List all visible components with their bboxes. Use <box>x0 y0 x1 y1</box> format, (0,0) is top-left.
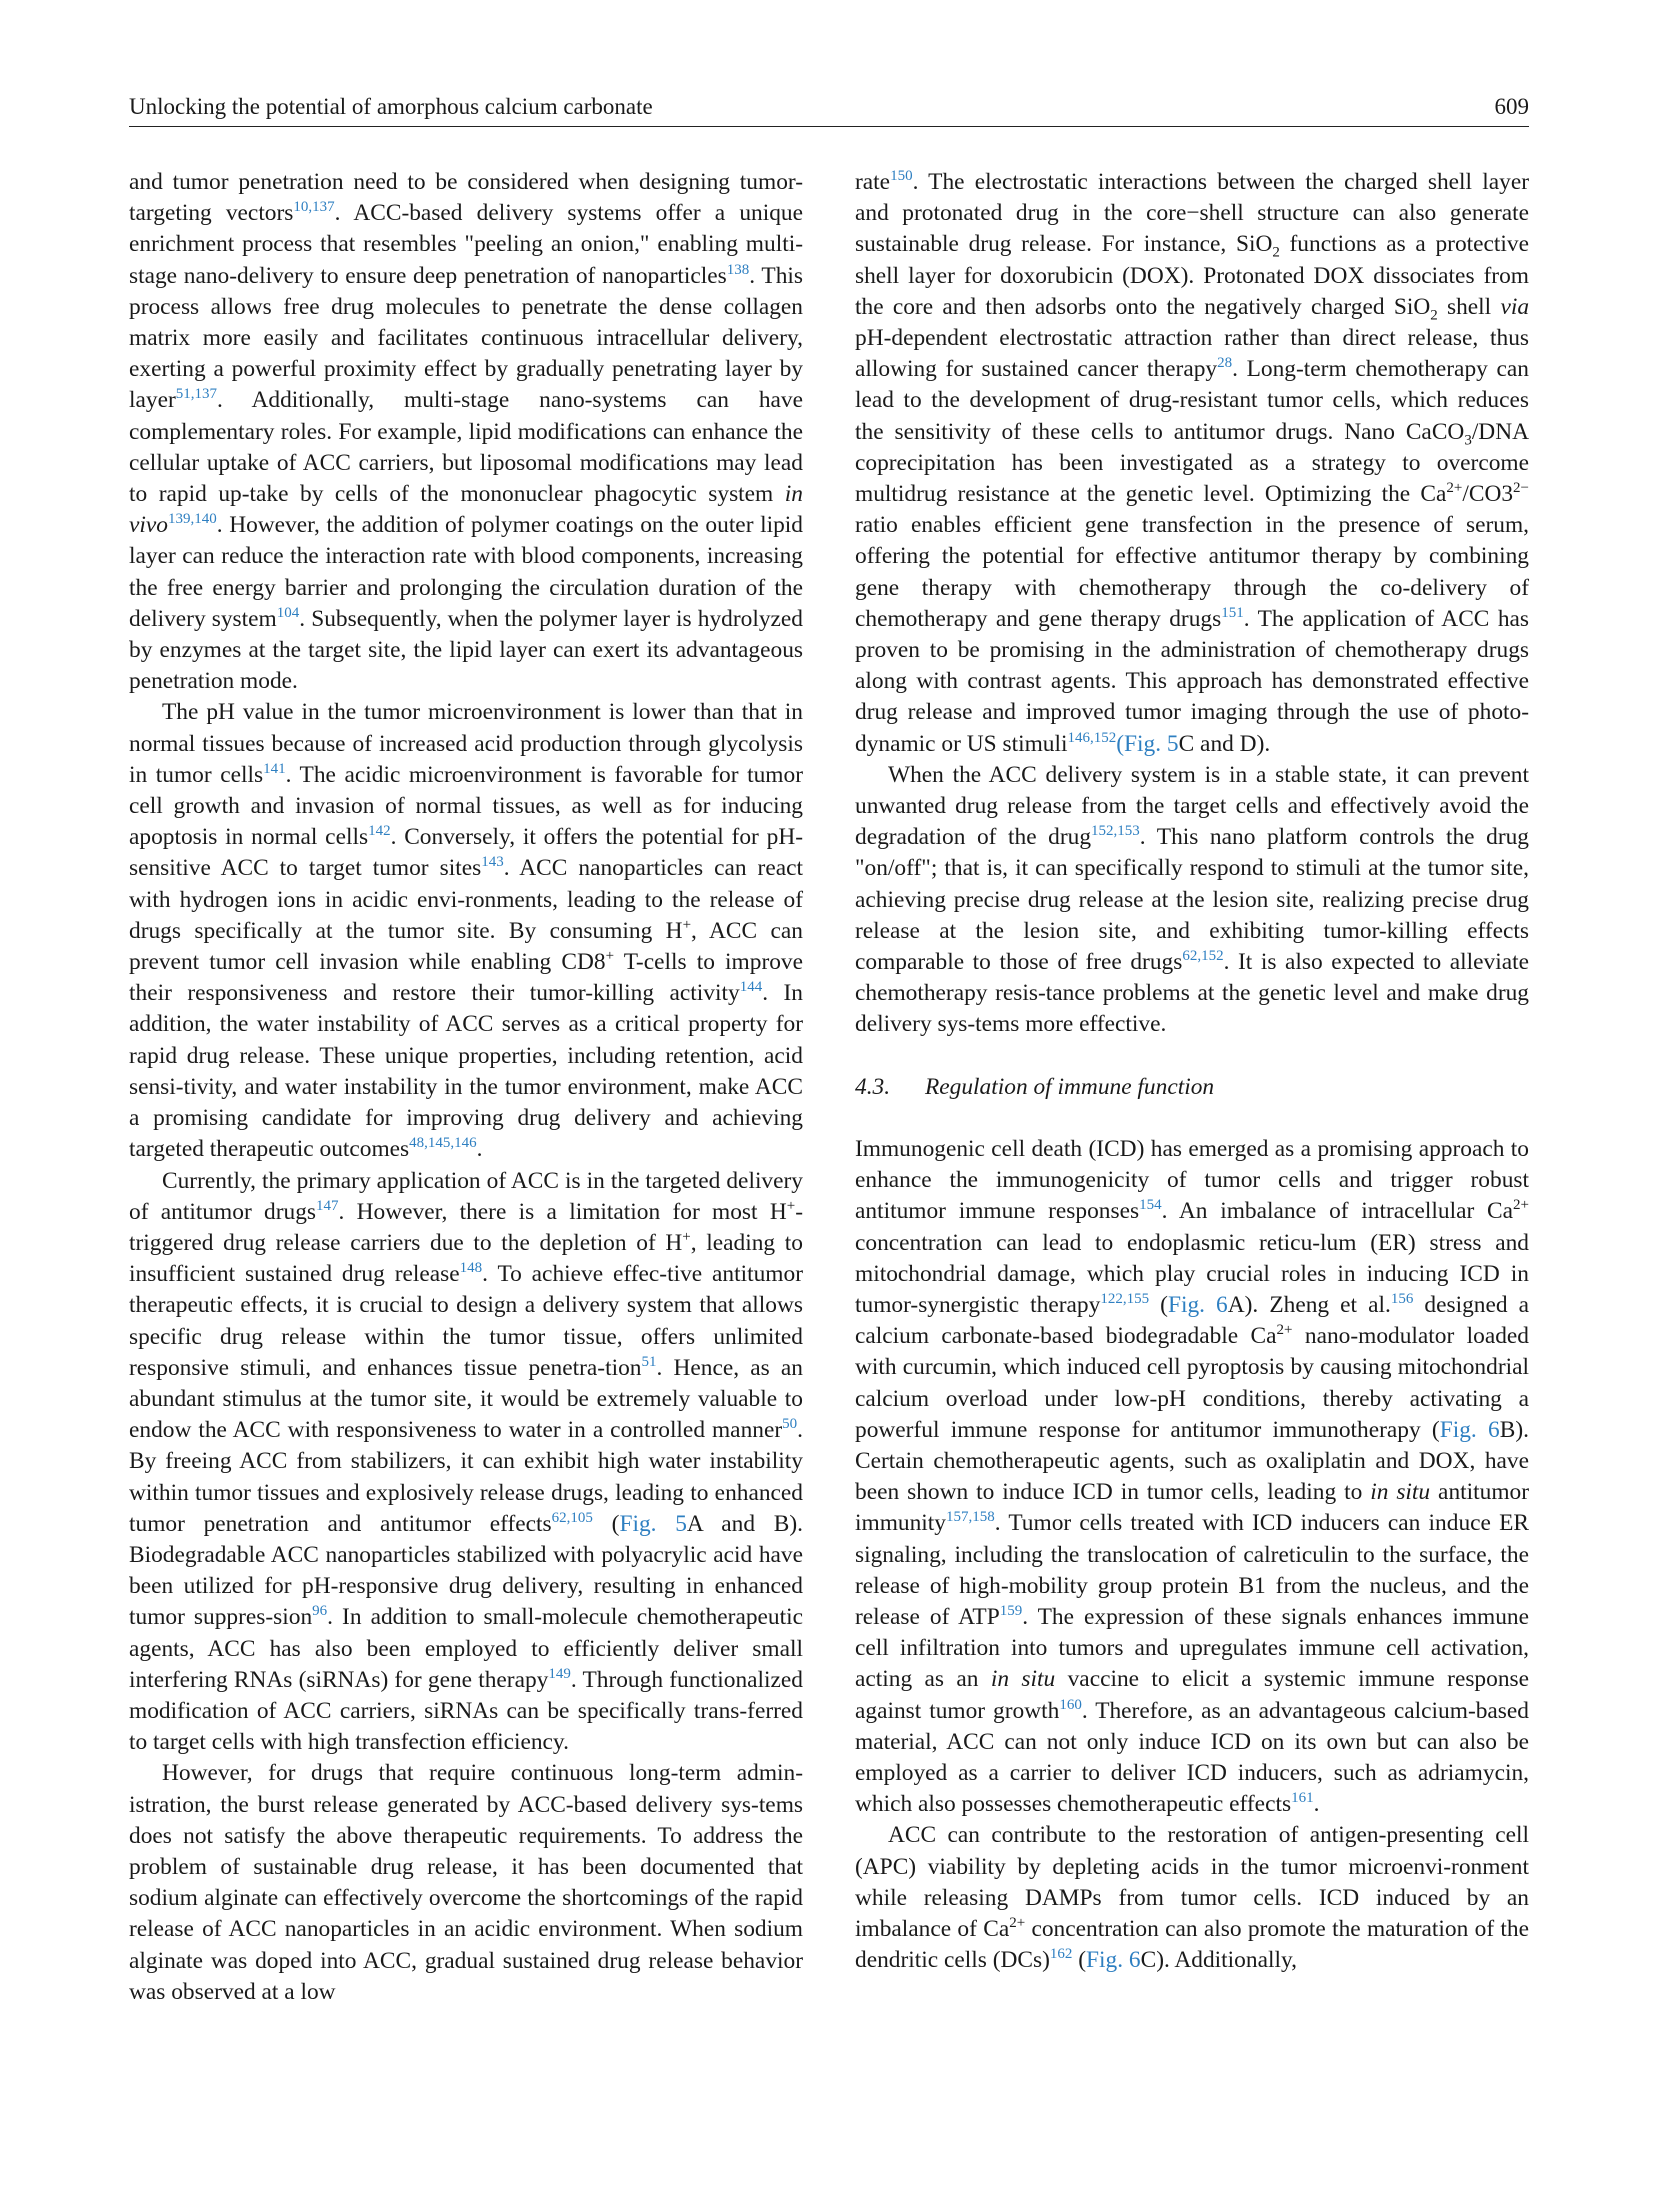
running-title: Unlocking the potential of amorphous calcium carbonate <box>129 94 653 119</box>
text: A). Zheng et al. <box>1227 1291 1391 1318</box>
superscript: 2− <box>1513 480 1529 497</box>
superscript: + <box>682 1229 691 1246</box>
italic-term: via <box>1500 293 1530 320</box>
text: Currently, the primary application of ACC is in the targeted delivery of antitumor drugs <box>129 1167 803 1225</box>
paragraph-ph-microenvironment <box>129 697 803 1165</box>
text: . Subsequently, when the polymer layer is hydrolyzed by enzymes at the target site, the lipid layer can exert its advantageous penetration mode. <box>129 605 803 695</box>
text: . ACC nanoparticles can react with hydrogen ions in acidic envi-ronments, leading to the release of drugs specifically at the tumor site. By consuming H <box>129 855 803 944</box>
text: ACC can contribute to the restoration of antigen-presenting cell (APC) viability by depleting acids in the tumor microenvi-ronment while releasing DAMPs from tumor cells. ICD induced by an imbalance of Ca <box>855 1822 1529 1942</box>
text: . In addition, the water instability of ACC serves as a critical property for rapid drug release. These unique properties, including retention, acid sensi-tivity, and water instability in the tumor environment, make ACC a promising candidate for improving drug delivery and achieving targeted therapeutic outcomes <box>129 980 803 1163</box>
text: /DNA coprecipitation has been investigated as a strategy to overcome multidrug resistance at the genetic level. Optimizing the Ca <box>855 418 1529 508</box>
text: , ACC can prevent tumor cell invasion while enabling CD8 <box>129 917 803 976</box>
citation-link[interactable]: 141 <box>263 761 286 778</box>
text: . This process allows free drug molecules to penetrate the dense collagen matrix more easily and facilitates continuous intracellular delivery, exerting a powerful proximity effect by gradually penetrating layer by layer <box>129 262 803 414</box>
text: antitumor immunity <box>855 1479 1530 1537</box>
text: ratio enables efficient gene transfection in the presence of serum, offering the potential for effective antitumor therapy by combining gene therapy with chemotherapy through the co-delivery of chemotherapy and gene therapy drugs <box>855 512 1529 632</box>
subscript: 2 <box>1272 245 1280 262</box>
figure-link[interactable]: Fig. 6 <box>1439 1416 1500 1443</box>
figure-link[interactable]: Fig. 6 <box>1086 1947 1141 1974</box>
citation-link[interactable]: 156 <box>1390 1291 1414 1308</box>
text: designed a calcium carbonate-based biodegradable Ca <box>855 1291 1530 1350</box>
left-column <box>129 167 803 2008</box>
figure-link[interactable]: (Fig. 5 <box>1116 730 1179 757</box>
text: ( <box>592 1510 620 1537</box>
citation-link[interactable]: 51 <box>641 1353 657 1370</box>
text: . In addition to small-molecule chemotherapeutic agents, ACC has also been employed to efficiently deliver small interfering RNAs (siRNAs) for gene therapy <box>129 1604 803 1693</box>
superscript: 2+ <box>1513 1197 1530 1214</box>
text: . Long-term chemotherapy can lead to the development of drug-resistant tumor cells, which reduces the sensitivity of these cells to antitumor drugs. Nano CaCO <box>855 356 1529 445</box>
citation-link[interactable]: 160 <box>1059 1696 1082 1713</box>
citation-link[interactable]: 10,137 <box>293 199 335 216</box>
text: /CO3 <box>1462 481 1514 508</box>
text: concentration can lead to endoplasmic reticu-lum (ER) stress and mitochondrial damage, which play crucial roles in inducing ICD in tumor-synergistic therapy <box>855 1229 1529 1318</box>
figure-link[interactable]: Fig. 6 <box>1167 1291 1228 1318</box>
superscript: + <box>605 948 615 965</box>
superscript: 2+ <box>1276 1322 1293 1339</box>
text: However, for drugs that require continuous long-term admin-istration, the burst release generated by ACC-based delivery sys-tems does not satisfy the above therapeutic requirements. To address the problem of sustainable drug release, it has been documented that sodium alginate can effectively overcome the shortcomings of the rapid release of ACC nanoparticles in an acidic environment. When sodium alginate was doped into ACC, gradual sustained drug release behavior was observed at a low <box>129 1760 803 2005</box>
paragraph-continuation <box>855 167 1529 760</box>
text: . To achieve effec-tive antitumor therapeutic effects, it is crucial to design a delivery system that allows specific drug release within the tumor tissue, offers unlimited responsive stimuli, and enhances tissue penetra-tion <box>129 1261 803 1381</box>
citation-link[interactable]: 150 <box>890 168 913 185</box>
text: When the ACC delivery system is in a stable state, it can prevent unwanted drug release from the target cells and effectively avoid the degradation of the drug <box>855 761 1529 851</box>
text: . Therefore, as an advantageous calcium-based material, ACC can not only induce ICD on its own but can also be employed as a carrier to deliver ICD inducers, such as adriamycin, which also possesses chemotherapeutic effects <box>855 1697 1529 1818</box>
text: C). Additionally, <box>1140 1947 1297 1974</box>
paragraph-icd <box>855 1134 1529 1820</box>
text: and tumor penetration need to be considered when designing tumor-targeting vectors <box>129 169 803 227</box>
citation-link[interactable]: 50 <box>782 1416 798 1433</box>
text: . Hence, as an abundant stimulus at the tumor site, it would be extremely valuable to endow the ACC with responsiveness to water in a controlled manner <box>129 1354 803 1444</box>
text: C and D). <box>1178 730 1271 757</box>
citation-link[interactable]: 144 <box>739 979 763 996</box>
superscript: + <box>682 917 692 934</box>
citation-link[interactable]: 122,155 <box>1100 1291 1150 1308</box>
citation-link[interactable]: 139,140 <box>167 511 217 528</box>
text: Immunogenic cell death (ICD) has emerged as a promising approach to enhance the immunogenicity of tumor cells and trigger robust antitumor immune responses <box>855 1135 1529 1225</box>
citation-link[interactable]: 148 <box>459 1260 483 1277</box>
subscript: 2 <box>1430 307 1438 324</box>
text: . The expression of these signals enhances immune cell infiltration into tumors and upregulates immune cell activation, acting as an <box>855 1603 1529 1693</box>
citation-link[interactable]: 96 <box>312 1603 328 1620</box>
text: . It is also expected to alleviate chemotherapy resis-tance problems at the genetic level and make drug delivery sys-tems more effective. <box>855 949 1529 1038</box>
superscript: 2+ <box>1009 1915 1026 1932</box>
text: . ACC-based delivery systems offer a unique enrichment process that resembles "peeling an onion," enabling multi-stage nano-delivery to ensure deep penetration of nanoparticles <box>129 200 803 289</box>
text: nano-modulator loaded with curcumin, which induced cell pyroptosis by causing mitochondrial calcium overload under low-pH conditions, thereby activating a powerful immune response for antitumor immunotherapy ( <box>855 1323 1529 1443</box>
text: . The acidic microenvironment is favorable for tumor cell growth and invasion of normal tissues, as well as for inducing apoptosis in normal cells <box>129 761 803 851</box>
text: T-cells to improve their responsiveness and restore their tumor-killing activity <box>129 949 803 1007</box>
text: -triggered drug release carriers due to the depletion of H <box>129 1198 803 1256</box>
citation-link[interactable]: 138 <box>726 261 750 278</box>
citation-link[interactable]: 154 <box>1139 1197 1162 1214</box>
text: . By freeing ACC from stabilizers, it can exhibit high water instability within tumor tissues and explosively release drugs, leading to enhanced tumor penetration and antitumor effects <box>129 1417 803 1537</box>
text: . This nano platform controls the drug "on/off"; that is, it can specifically respond to stimuli at the tumor site, achieving precise drug release at the lesion site, realizing precise drug release at the lesion site, and exhibiting tumor-killing effects comparable to those of free drugs <box>855 824 1530 976</box>
text: ( <box>1072 1947 1087 1974</box>
text: rate <box>855 169 891 195</box>
text: . Conversely, it offers the potential for pH-sensitive ACC to target tumor sites <box>129 824 803 882</box>
paragraph-continuation <box>129 167 803 697</box>
text: A and B). Biodegradable ACC nanoparticles stabilized with polyacrylic acid have been utilized for pH-responsive drug delivery, resulting in enhanced tumor suppres-sion <box>129 1510 804 1631</box>
text: . The electrostatic interactions between the charged shell layer and protonated drug in the core−shell structure can also generate sustainable drug release. For instance, SiO <box>855 169 1529 258</box>
text: . The application of ACC has proven to be promising in the administration of chemotherapy drugs along with contrast agents. This approach has demonstrated effective drug release and improved tumor imaging through the use of photo-dynamic or US stimuli <box>855 605 1530 757</box>
text: ( <box>1149 1291 1168 1318</box>
citation-link[interactable]: 157,158 <box>945 1509 995 1526</box>
italic-term: in vivo <box>129 481 803 539</box>
citation-link[interactable]: 142 <box>368 823 391 840</box>
paragraph-stable-state <box>855 760 1529 1041</box>
citation-link[interactable]: 62,105 <box>551 1509 593 1526</box>
text: . Additionally, multi-stage nano-systems can have complementary roles. For example, lipid modifications can enhance the cellular uptake of ACC carriers, but liposomal modifications may lead to rapid up-take by cells of the mononuclear phagocytic system <box>129 387 803 508</box>
text: vaccine to elicit a systemic immune response against tumor growth <box>855 1666 1529 1724</box>
citation-link[interactable]: 162 <box>1049 1946 1073 1963</box>
text: . Tumor cells treated with ICD inducers can induce ER signaling, including the translocation of calreticulin to the surface, the release of high-mobility group protein B1 from the nucleus, and the release of ATP <box>855 1510 1529 1630</box>
text: . <box>476 1136 483 1163</box>
text: The pH value in the tumor microenvironment is lower than that in normal tissues because of increased acid production through glycolysis in tumor cells <box>129 699 803 788</box>
header-rule <box>129 126 1529 127</box>
citation-link[interactable]: 159 <box>999 1603 1023 1620</box>
citation-link[interactable]: 152,153 <box>1091 823 1140 840</box>
subscript: 3 <box>1464 432 1472 449</box>
citation-link[interactable]: 48,145,146 <box>409 1135 477 1152</box>
text: . An imbalance of intracellular Ca <box>1161 1198 1514 1225</box>
text: . However, the addition of polymer coatings on the outer lipid layer can reduce the interaction rate with blood components, increasing the free energy barrier and prolonging the circulation duration of the delivery system <box>129 512 803 632</box>
paragraph-apc <box>855 1820 1529 1976</box>
citation-link[interactable]: 149 <box>548 1665 571 1682</box>
text: . However, there is a limitation for most H <box>338 1198 787 1225</box>
page-number: 609 <box>1494 94 1529 119</box>
superscript: + <box>786 1197 796 1214</box>
text: B). Certain chemotherapeutic agents, such as oxaliplatin and DOX, have been shown to induce ICD in tumor cells, leading to <box>855 1416 1529 1506</box>
citation-link[interactable]: 146,152 <box>1067 729 1117 746</box>
text: functions as a protective shell layer for doxorubicin (DOX). Protonated DOX dissociates from the core and then adsorbs onto the negatively charged SiO <box>855 231 1529 320</box>
text: . Through functionalized modification of ACC carriers, siRNAs can be specifically trans-ferred to target cells with high transfection efficiency. <box>129 1666 803 1756</box>
italic-term: in situ <box>1370 1479 1431 1506</box>
citation-link[interactable]: 62,152 <box>1182 948 1224 965</box>
running-header <box>129 94 1529 126</box>
figure-link[interactable]: Fig. 5 <box>619 1510 687 1537</box>
text: pH-dependent electrostatic attraction rather than direct release, thus allowing for sustained cancer therapy <box>855 325 1529 383</box>
section-title: Regulation of immune function <box>925 1073 1215 1100</box>
citation-link[interactable]: 147 <box>316 1197 339 1214</box>
italic-term: in situ <box>990 1666 1056 1693</box>
citation-link[interactable]: 28 <box>1217 355 1233 372</box>
section-number: 4.3. <box>855 1073 891 1100</box>
paragraph-sustained-release <box>129 1758 803 2008</box>
citation-link[interactable]: 51,137 <box>175 386 217 403</box>
text: , leading to insufficient sustained drug release <box>129 1229 803 1288</box>
text: shell <box>1437 293 1501 320</box>
right-column <box>855 167 1529 1976</box>
citation-link[interactable]: 151 <box>1221 605 1244 622</box>
citation-link[interactable]: 161 <box>1291 1790 1314 1807</box>
section-heading <box>855 1072 1529 1103</box>
paragraph-targeted-delivery <box>129 1166 803 1759</box>
superscript: 2+ <box>1446 480 1463 497</box>
citation-link[interactable]: 143 <box>481 854 504 871</box>
citation-link[interactable]: 104 <box>276 605 300 622</box>
text: concentration can also promote the maturation of the dendritic cells (DCs) <box>855 1915 1529 1974</box>
text: . <box>1313 1791 1320 1818</box>
